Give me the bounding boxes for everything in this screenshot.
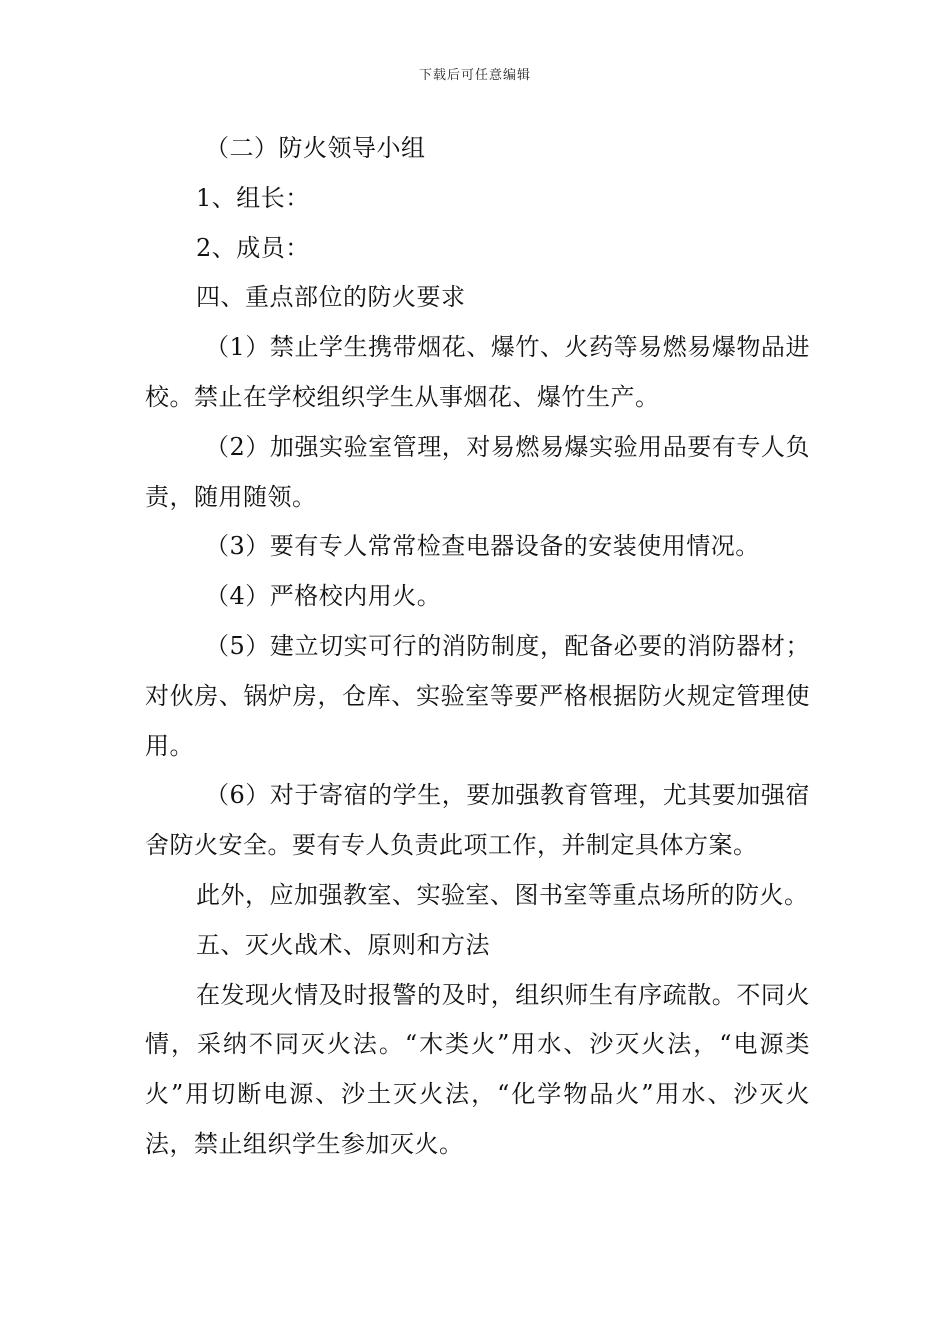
paragraph-rule-5: （5）建立切实可行的消防制度，配备必要的消防器材；对伙房、锅炉房，仓库、实验室等要严格根据防火规定管理使用。 — [145, 631, 810, 760]
section-heading-firefighting: 五、灭火战术、原则和方法 — [196, 930, 490, 959]
paragraph-additional: 此外，应加强教室、实验室、图书室等重点场所的防火。 — [196, 880, 809, 909]
document-body — [145, 124, 810, 1170]
paragraph-rule-6: （6）对于寄宿的学生，要加强教育管理，尤其要加强宿舍防火安全。要有专人负责此项工作，并制定具体方案。 — [145, 781, 810, 860]
paragraph-firefighting-methods: 在发现火情及时报警的及时，组织师生有序疏散。不同火情，采纳不同灭火法。“木类火”用水、沙灭火法，“电源类火”用切断电源、沙土灭火法，“化学物品火”用水、沙灭火法，禁止组织学生参加灭火。 — [145, 980, 810, 1158]
paragraph-rule-1: （1）禁止学生携带烟花、爆竹、火药等易燃易爆物品进校。禁止在学校组织学生从事烟花、爆竹生产。 — [145, 333, 810, 411]
paragraph-rule-2: （2）加强实验室管理，对易燃易爆实验用品要有专人负责，随用随领。 — [145, 432, 810, 511]
section-heading-fire-leadership-group: （二）防火领导小组 — [205, 134, 426, 162]
paragraph-rule-4: （4）严格校内用火。 — [205, 582, 442, 611]
list-item-members: 2、成员： — [196, 233, 310, 262]
section-heading-key-areas: 四、重点部位的防火要求 — [196, 283, 466, 312]
paragraph-rule-3: （3）要有专人常常检查电器设备的安装使用情况。 — [205, 532, 760, 561]
list-item-group-leader: 1、组长： — [196, 183, 310, 212]
page-header-note: 下载后可任意编辑 — [418, 68, 531, 83]
